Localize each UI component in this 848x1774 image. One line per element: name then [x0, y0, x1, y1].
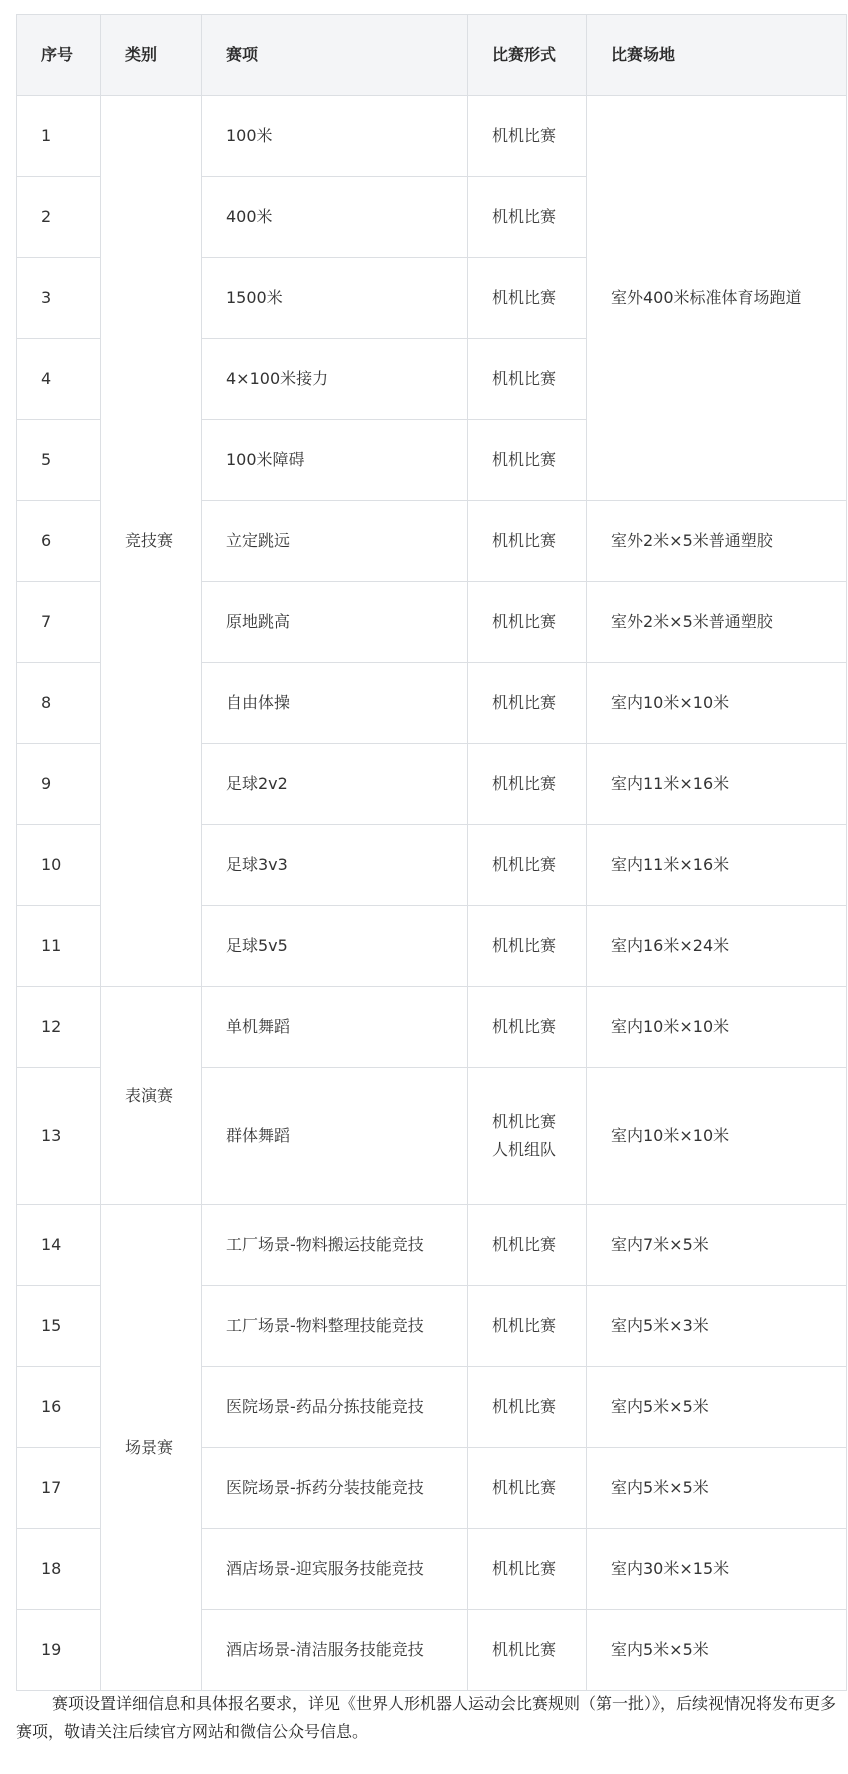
events-table: [16, 14, 847, 1691]
row-index: 9: [17, 744, 101, 825]
row-index: 8: [17, 663, 101, 744]
format-cell: 机机比赛: [468, 258, 587, 339]
row-index: 1: [17, 96, 101, 177]
header-event: 赛项: [202, 15, 468, 96]
event-cell: 足球2v2: [202, 744, 468, 825]
table-header-row: [17, 15, 847, 96]
event-cell: 医院场景-药品分拣技能竞技: [202, 1367, 468, 1448]
venue-cell: 室内5米×5米: [587, 1610, 847, 1691]
event-cell: 1500米: [202, 258, 468, 339]
venue-cell: 室内11米×16米: [587, 825, 847, 906]
venue-cell: 室外2米×5米普通塑胶: [587, 501, 847, 582]
event-cell: 单机舞蹈: [202, 987, 468, 1068]
format-cell: 机机比赛: [468, 1367, 587, 1448]
format-cell: 机机比赛: [468, 582, 587, 663]
event-cell: 100米: [202, 96, 468, 177]
row-index: 6: [17, 501, 101, 582]
header-venue: 比赛场地: [587, 15, 847, 96]
row-index: 15: [17, 1286, 101, 1367]
format-cell: 机机比赛: [468, 663, 587, 744]
row-index: 11: [17, 906, 101, 987]
venue-cell: 室内10米×10米: [587, 987, 847, 1068]
venue-cell: 室内7米×5米: [587, 1205, 847, 1286]
table-row: [17, 1205, 847, 1286]
event-cell: 自由体操: [202, 663, 468, 744]
category-cell-scenario: 场景赛: [101, 1205, 202, 1691]
format-cell: 机机比赛: [468, 501, 587, 582]
header-index: 序号: [17, 15, 101, 96]
format-cell: 机机比赛: [468, 1448, 587, 1529]
row-index: 17: [17, 1448, 101, 1529]
row-index: 12: [17, 987, 101, 1068]
event-cell: 原地跳高: [202, 582, 468, 663]
header-category: 类别: [101, 15, 202, 96]
venue-cell: 室内10米×10米: [587, 1068, 847, 1205]
format-cell: 机机比赛: [468, 1205, 587, 1286]
table-row: [17, 987, 847, 1068]
header-format: 比赛形式: [468, 15, 587, 96]
venue-cell: 室内30米×15米: [587, 1529, 847, 1610]
venue-cell: 室内11米×16米: [587, 744, 847, 825]
venue-cell: 室外400米标准体育场跑道: [587, 96, 847, 501]
row-index: 2: [17, 177, 101, 258]
event-cell: 医院场景-拆药分装技能竞技: [202, 1448, 468, 1529]
table-row: [17, 96, 847, 177]
row-index: 19: [17, 1610, 101, 1691]
row-index: 14: [17, 1205, 101, 1286]
event-cell: 立定跳远: [202, 501, 468, 582]
format-cell: 机机比赛: [468, 420, 587, 501]
row-index: 18: [17, 1529, 101, 1610]
event-cell: 酒店场景-清洁服务技能竞技: [202, 1610, 468, 1691]
event-cell: 100米障碍: [202, 420, 468, 501]
event-cell: 4×100米接力: [202, 339, 468, 420]
category-cell-performance: 表演赛: [101, 987, 202, 1205]
event-cell: 工厂场景-物料搬运技能竞技: [202, 1205, 468, 1286]
row-index: 10: [17, 825, 101, 906]
category-cell-competitive: 竞技赛: [101, 96, 202, 987]
row-index: 7: [17, 582, 101, 663]
format-cell: 机机比赛: [468, 1529, 587, 1610]
row-index: 13: [17, 1068, 101, 1205]
format-line: 人机组队: [492, 1140, 557, 1159]
format-cell: 机机比赛: [468, 96, 587, 177]
format-cell: 机机比赛: [468, 177, 587, 258]
venue-cell: 室外2米×5米普通塑胶: [587, 582, 847, 663]
format-line: 机机比赛: [492, 1112, 557, 1131]
event-cell: 足球5v5: [202, 906, 468, 987]
row-index: 3: [17, 258, 101, 339]
row-index: 16: [17, 1367, 101, 1448]
format-cell: 机机比赛: [468, 744, 587, 825]
format-cell: 机机比赛: [468, 339, 587, 420]
venue-cell: 室内16米×24米: [587, 906, 847, 987]
footnote-paragraph: 赛项设置详细信息和具体报名要求，详见《世界人形机器人运动会比赛规则（第一批）》，后续视情况将发布更多赛项，敬请关注后续官方网站和微信公众号信息。: [16, 1694, 837, 1741]
event-cell: 群体舞蹈: [202, 1068, 468, 1205]
venue-cell: 室内5米×5米: [587, 1448, 847, 1529]
venue-cell: 室内5米×5米: [587, 1367, 847, 1448]
event-cell: 足球3v3: [202, 825, 468, 906]
format-cell: 机机比赛: [468, 906, 587, 987]
venue-cell: 室内10米×10米: [587, 663, 847, 744]
format-cell: 机机比赛: [468, 987, 587, 1068]
row-index: 4: [17, 339, 101, 420]
format-cell: 机机比赛: [468, 1286, 587, 1367]
row-index: 5: [17, 420, 101, 501]
format-cell: 机机比赛: [468, 1610, 587, 1691]
event-cell: 400米: [202, 177, 468, 258]
event-cell: 酒店场景-迎宾服务技能竞技: [202, 1529, 468, 1610]
venue-cell: 室内5米×3米: [587, 1286, 847, 1367]
event-cell: 工厂场景-物料整理技能竞技: [202, 1286, 468, 1367]
format-cell: [468, 1068, 587, 1205]
format-cell: 机机比赛: [468, 825, 587, 906]
